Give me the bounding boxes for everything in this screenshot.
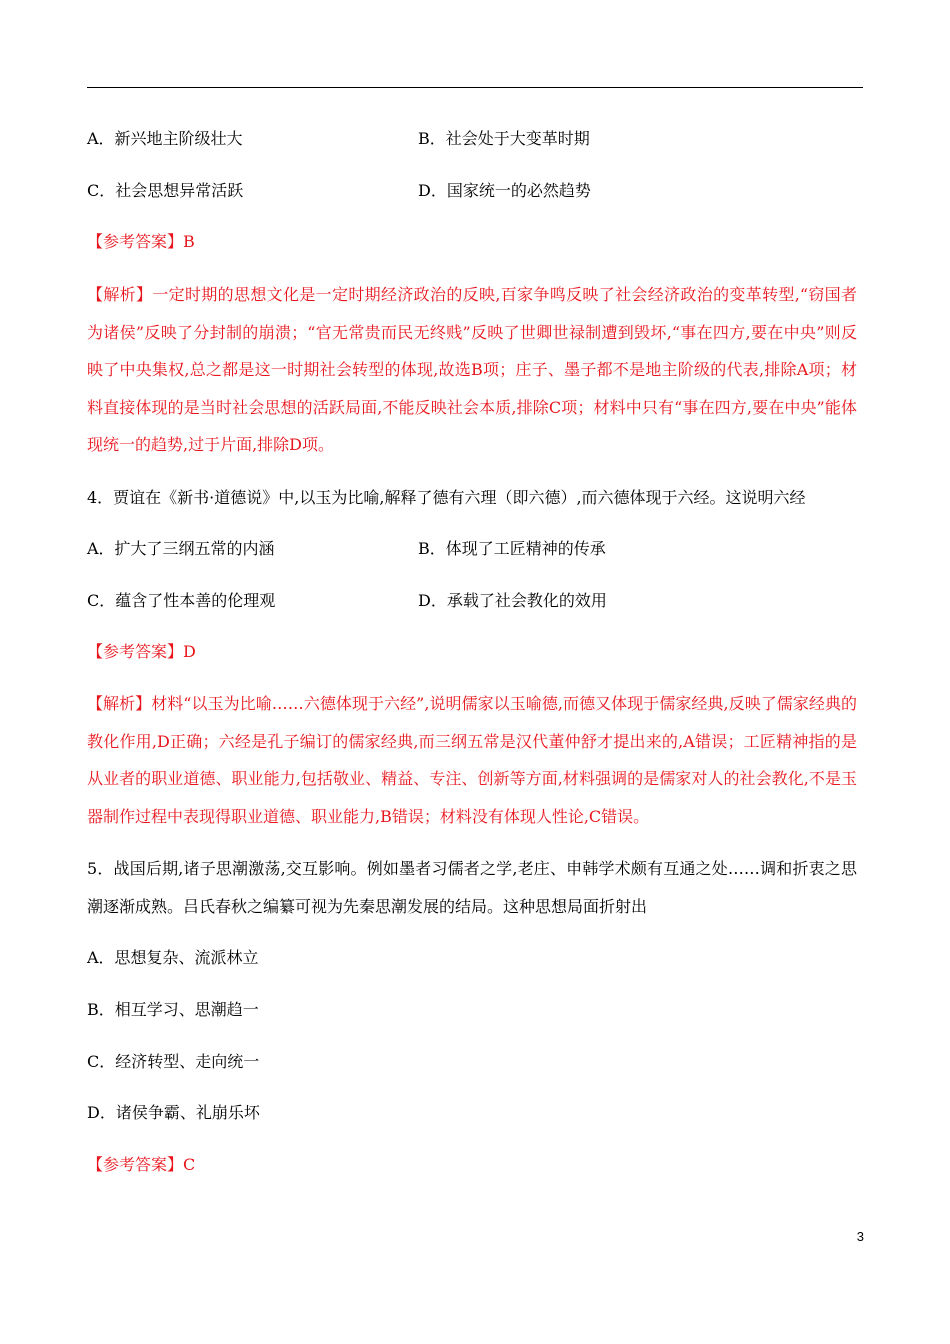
q5-option-b: B．相互学习、思潮趋一: [87, 1000, 259, 1019]
page-number: 3: [856, 1229, 864, 1244]
q3-option-c: C．社会思想异常活跃: [87, 181, 244, 200]
q4-stem: 4．贾谊在《新书·道德说》中,以玉为比喻,解释了德有六理（即六德）,而六德体现于六经。这说明六经: [87, 488, 806, 507]
q3-answer: 【参考答案】B: [87, 232, 195, 251]
q4-analysis: 【解析】材料“以玉为比喻……六德体现于六经”,说明儒家以玉喻德,而德又体现于儒家经典,反映了儒家经典的教化作用,D正确；六经是孔子编订的儒家经典,而三纲五常是汉代董仲舒才提出来的,A错误；工匠精神指的是从业者的职业道德、职业能力,包括敬业、精益、专注、创新等方面,材料强调的是儒家对人的社会教化,不是玉器制作过程中表现得职业道德、职业能力,B错误；材料没有体现人性论,C错误。: [87, 694, 857, 826]
q4-option-b: B．体现了工匠精神的传承: [418, 539, 606, 558]
header-rule: [87, 87, 863, 88]
q5-stem: 5．战国后期,诸子思潮激荡,交互影响。例如墨者习儒者之学,老庄、申韩学术颇有互通之处……调和折衷之思潮逐渐成熟。吕氏春秋之编纂可视为先秦思潮发展的结局。这种思想局面折射出: [87, 859, 857, 916]
q4-answer: 【参考答案】D: [87, 642, 196, 661]
q5-option-a: A．思想复杂、流派林立: [87, 948, 259, 967]
q5-answer: 【参考答案】C: [87, 1155, 196, 1174]
q4-option-d: D．承载了社会教化的效用: [418, 591, 607, 610]
q3-option-b: B．社会处于大变革时期: [418, 129, 590, 148]
q3-option-a: A．新兴地主阶级壮大: [87, 129, 243, 148]
q5-option-d: D．诸侯争霸、礼崩乐坏: [87, 1103, 260, 1122]
q4-option-c: C．蕴含了性本善的伦理观: [87, 591, 276, 610]
q3-option-d: D．国家统一的必然趋势: [418, 181, 591, 200]
q5-option-c: C．经济转型、走向统一: [87, 1052, 260, 1071]
q4-option-a: A．扩大了三纲五常的内涵: [87, 539, 275, 558]
q3-analysis: 【解析】一定时期的思想文化是一定时期经济政治的反映,百家争鸣反映了社会经济政治的变革转型,“窃国者为诸侯”反映了分封制的崩溃；“官无常贵而民无终贱”反映了世卿世禄制遭到毁坏,“事在四方,要在中央”则反映了中央集权,总之都是这一时期社会转型的体现,故选B项；庄子、墨子都不是地主阶级的代表,排除A项；材料直接体现的是当时社会思想的活跃局面,不能反映社会本质,排除C项；材料中只有“事在四方,要在中央”能体现统一的趋势,过于片面,排除D项。: [87, 285, 857, 455]
